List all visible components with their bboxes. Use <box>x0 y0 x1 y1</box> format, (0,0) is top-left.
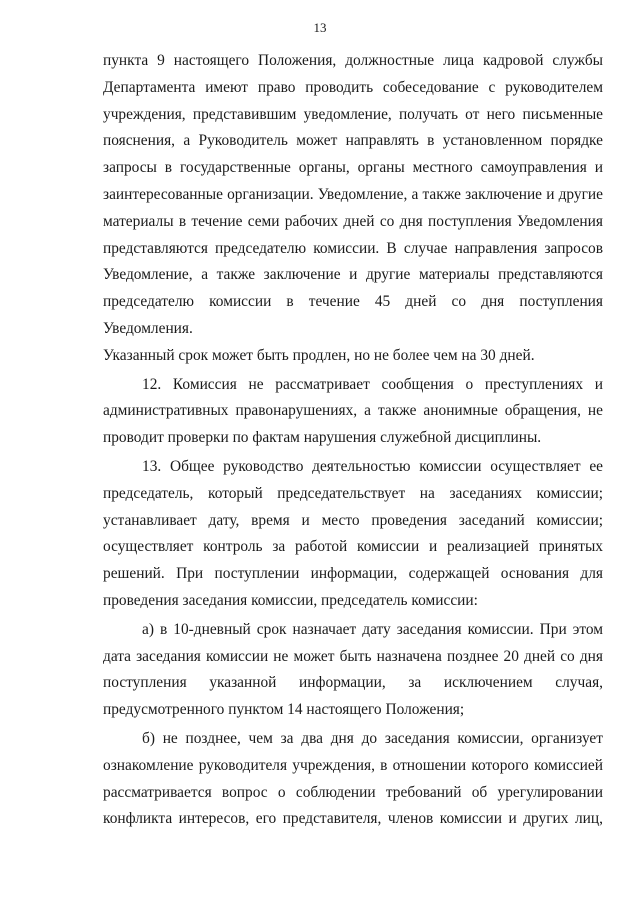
paragraph-13 <box>103 454 603 615</box>
text-line: устанавливает дату, время и место проведения заседаний комиссии; <box>103 511 603 529</box>
paragraph-13-item-a <box>103 617 603 724</box>
text-line: рассматривается вопрос о соблюдении требований об урегулировании <box>103 783 603 801</box>
text-line: Уведомление, а также заключение и другие материалы представляются <box>103 266 603 284</box>
paragraph-12 <box>103 372 603 452</box>
text-line: проведения заседания комиссии, председатель комиссии: <box>103 591 478 609</box>
paragraph-13-item-b <box>103 726 603 833</box>
text-line: б) не позднее, чем за два дня до заседания комиссии, организует <box>142 729 603 747</box>
text-line: запросы в государственные органы, органы местного самоуправления и <box>103 159 603 177</box>
text-line: представляются председателю комиссии. В случае направления запросов <box>103 239 603 257</box>
text-line: Указанный срок может быть продлен, но не более чем на 30 дней. <box>103 346 535 364</box>
text-line: председателю комиссии в течение 45 дней со дня поступления Уведомления. <box>103 293 603 337</box>
text-line: заинтересованные организации. Уведомление, а также заключение и другие <box>103 185 603 203</box>
text-line: председатель, который председательствует на заседаниях комиссии; <box>103 484 603 502</box>
page-number: 13 <box>313 20 327 35</box>
text-line: 13. Общее руководство деятельностью комиссии осуществляет ее <box>142 457 603 475</box>
text-line: решений. При поступлении информации, содержащей основания для <box>103 565 603 583</box>
text-line: проводит проверки по фактам нарушения служебной дисциплины. <box>103 429 542 447</box>
paragraph-continuation <box>103 48 603 370</box>
text-line: дата заседания комиссии не может быть назначена позднее 20 дней со дня <box>103 647 603 665</box>
text-line: пояснения, а Руководитель может направлять в установленном порядке <box>103 132 603 150</box>
text-line: поступления указанной информации, за исключением случая, <box>103 674 603 692</box>
document-body <box>103 48 603 833</box>
text-line: а) в 10-дневный срок назначает дату заседания комиссии. При этом <box>142 620 603 638</box>
text-line: административных правонарушениях, а также анонимные обращения, не <box>103 402 603 420</box>
text-line: пункта 9 настоящего Положения, должностные лица кадровой службы <box>103 52 603 69</box>
text-line: осуществляет контроль за работой комиссии и реализацией принятых <box>103 538 603 556</box>
text-line: предусмотренного пунктом 14 настоящего Положения; <box>103 701 465 719</box>
text-line: ознакомление руководителя учреждения, в отношении которого комиссией <box>103 756 603 774</box>
text-line: учреждения, представившим уведомление, получать от него письменные <box>103 105 603 123</box>
text-line: материалы в течение семи рабочих дней со дня поступления Уведомления <box>103 212 603 230</box>
text-line: 12. Комиссия не рассматривает сообщения о преступлениях и <box>142 375 603 393</box>
text-line: конфликта интересов, его представителя, членов комиссии и других лиц, <box>103 810 603 828</box>
text-line: Департамента имеют право проводить собеседование с руководителем <box>103 78 603 96</box>
